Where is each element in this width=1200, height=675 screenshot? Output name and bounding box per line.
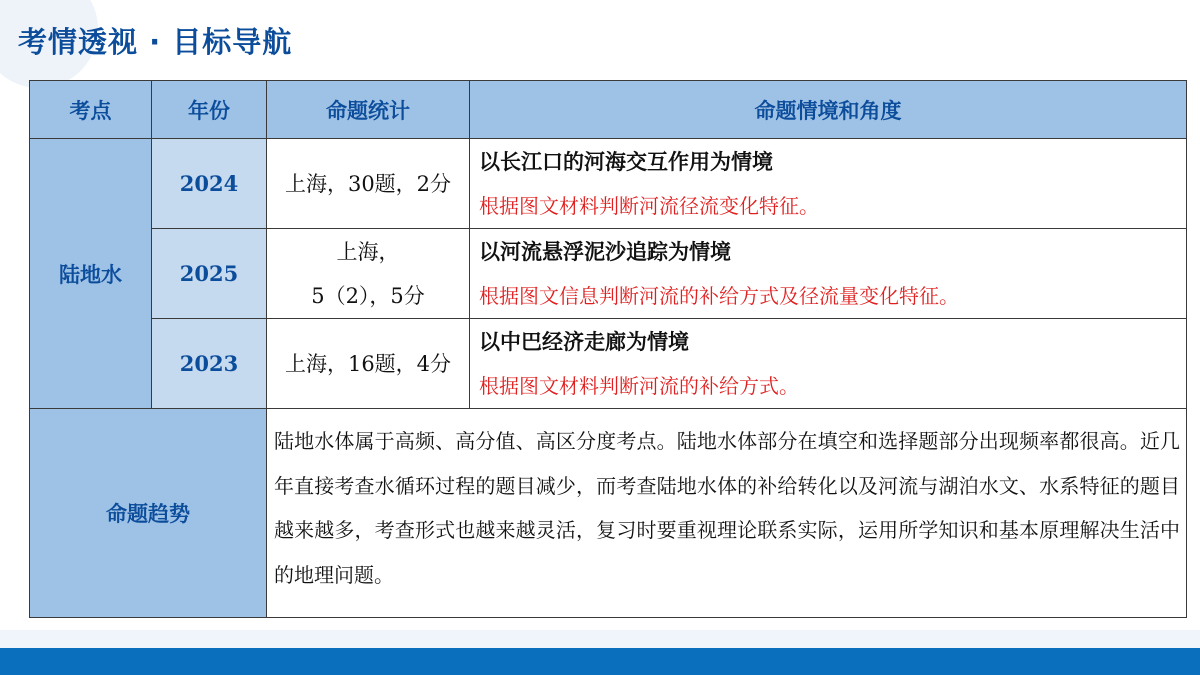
context-cell	[470, 139, 1187, 229]
decorative-band	[0, 630, 1200, 648]
table-header-row	[30, 81, 1187, 139]
bottom-bar	[0, 648, 1200, 675]
header-cell-year: 年份	[152, 81, 267, 139]
stats-cell	[267, 229, 470, 319]
table-row	[30, 319, 1187, 409]
year-cell: 2023	[152, 319, 267, 409]
table-row	[30, 229, 1187, 319]
exam-analysis-table	[29, 80, 1187, 618]
header-cell-context: 命题情境和角度	[470, 81, 1187, 139]
context-detail: 根据图文材料判断河流径流变化特征。	[479, 193, 819, 218]
trend-text-cell: 陆地水体属于高频、高分值、高区分度考点。陆地水体部分在填空和选择题部分出现频率都很高。近几年直接考查水循环过程的题目减少，而考查陆地水体的补给转化以及河流与湖泊水文、水系特征的题目越来越多，考查形式也越来越灵活，复习时要重视理论联系实际，运用所学知识和基本原理解决生活中的地理问题。	[267, 409, 1187, 618]
stats-line: 5（2），5分	[311, 283, 425, 308]
stats-cell	[267, 139, 470, 229]
header-cell-stats: 命题统计	[267, 81, 470, 139]
stats-line: 上海，30题，2分	[284, 171, 452, 196]
page-title: 考情透视 · 目标导航	[18, 25, 293, 59]
stats-cell	[267, 319, 470, 409]
stats-line: 上海，	[336, 239, 400, 264]
context-title: 以中巴经济走廊为情境	[479, 329, 689, 354]
header-cell-topic: 考点	[30, 81, 152, 139]
context-title: 以长江口的河海交互作用为情境	[479, 149, 773, 174]
stats-line: 上海，16题，4分	[284, 351, 452, 376]
category-cell: 陆地水	[30, 139, 152, 409]
context-title: 以河流悬浮泥沙追踪为情境	[479, 239, 731, 264]
trend-label-cell: 命题趋势	[30, 409, 267, 618]
table-row	[30, 139, 1187, 229]
year-cell: 2024	[152, 139, 267, 229]
trend-row	[30, 409, 1187, 618]
context-detail: 根据图文材料判断河流的补给方式。	[479, 373, 799, 398]
year-cell: 2025	[152, 229, 267, 319]
context-cell	[470, 319, 1187, 409]
context-cell	[470, 229, 1187, 319]
context-detail: 根据图文信息判断河流的补给方式及径流量变化特征。	[479, 283, 959, 308]
